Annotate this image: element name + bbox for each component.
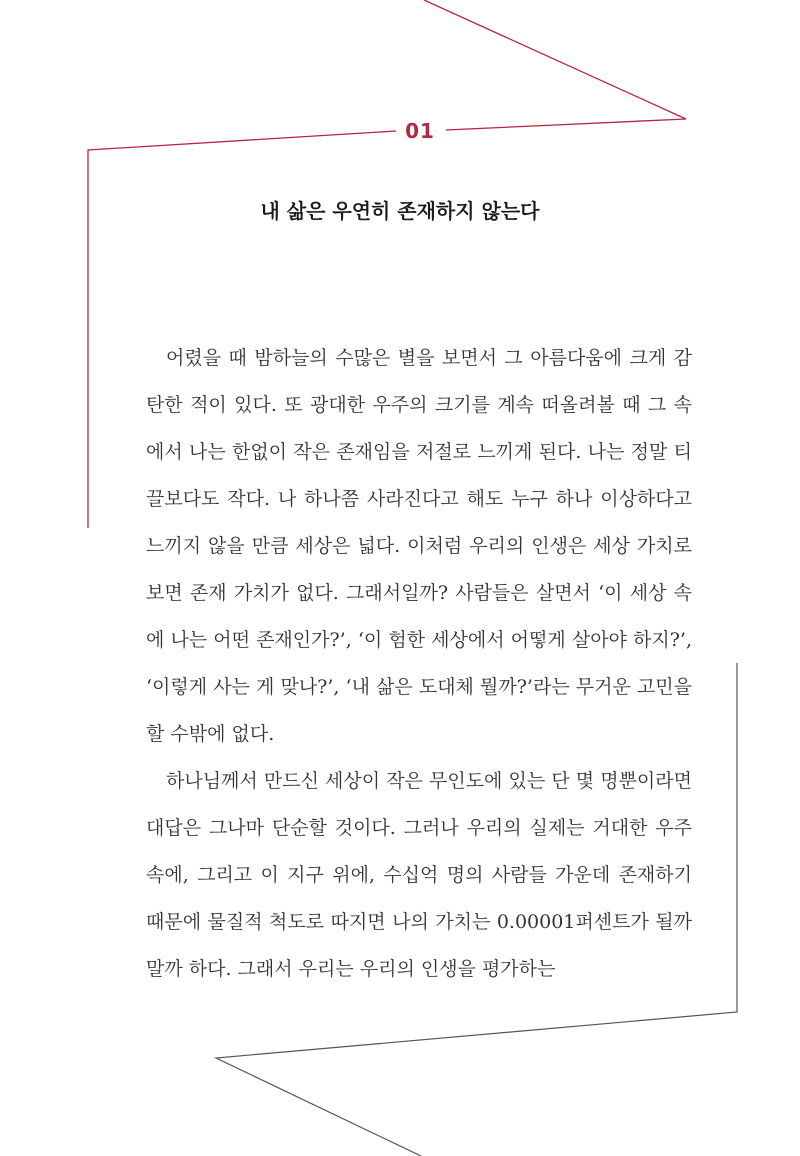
paragraph-2: 하나님께서 만드신 세상이 작은 무인도에 있는 단 몇 명뿐이라면 대답은 그나마 단순할 것이다. 그러나 우리의 실제는 거대한 우주 속에, 그리고 이 지구 위에, 수십억 명의 사람들 가운데 존재하기 때문에 물질적 척도로 따지면 나의 가치는 0.00001퍼센트가 될까 말까 하다. 그래서 우리는 우리의 인생을 평가하는: [146, 770, 692, 980]
chapter-number: 01: [405, 119, 435, 143]
body-text: [146, 335, 692, 993]
top-frame-line: [424, 0, 686, 130]
paragraph-1: 어렸을 때 밤하늘의 수많은 별을 보면서 그 아름다움에 크게 감탄한 적이 있다. 또 광대한 우주의 크기를 계속 떠올려볼 때 그 속에서 나는 한없이 작은 존재임을 저절로 느끼게 된다. 나는 정말 티끌보다도 작다. 나 하나쯤 사라진다고 해도 누구 하나 이상하다고 느끼지 않을 만큼 세상은 넓다. 이처럼 우리의 인생은 세상 가치로 보면 존재 가치가 없다. 그래서일까? 사람들은 살면서 ‘이 세상 속에 나는 어떤 존재인가?’, ‘이 험한 세상에서 어떻게 살아야 하지?’, ‘이렇게 사는 게 맞나?’, ‘내 삶은 도대체 뭘까?’라는 무거운 고민을 할 수밖에 없다.: [146, 347, 692, 745]
chapter-title: 내 삶은 우연히 존재하지 않는다: [260, 199, 540, 223]
